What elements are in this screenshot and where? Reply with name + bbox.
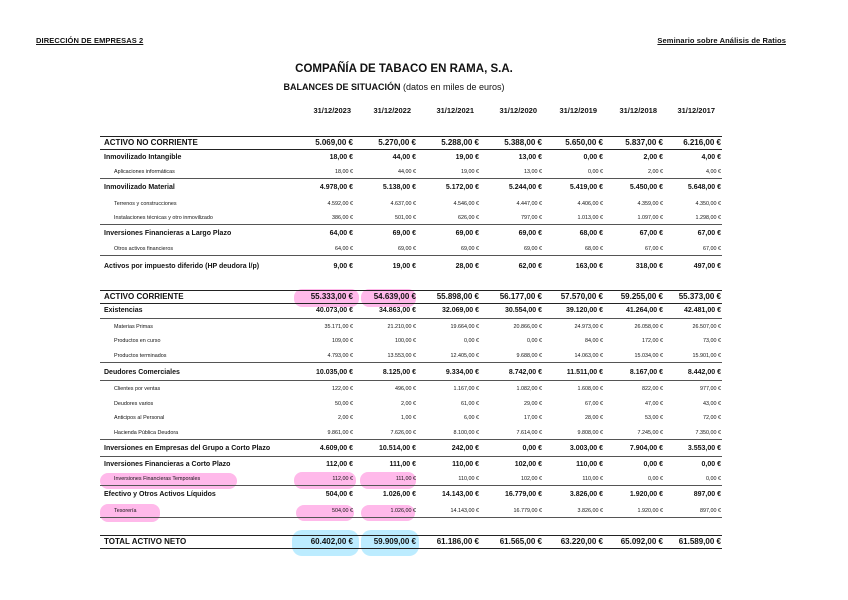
cell-value: 7.350,00 € — [695, 430, 721, 436]
cell-value: 1,00 € — [401, 415, 416, 421]
cell-value: 28,00 € — [455, 263, 479, 270]
cell-value: 65.092,00 € — [620, 537, 663, 546]
table-row — [100, 169, 722, 179]
cell-value: 5.837,00 € — [625, 138, 663, 147]
cell-value: 67,00 € — [703, 246, 721, 252]
cell-value: 15.901,00 € — [692, 353, 721, 359]
cell-value: 21.210,00 € — [387, 324, 416, 330]
cell-value: 0,00 € — [643, 461, 663, 468]
row-label: Deudores varios — [114, 401, 154, 407]
cell-value: 4.592,00 € — [327, 201, 353, 207]
cell-value: 17,00 € — [524, 415, 542, 421]
row-label: TOTAL ACTIVO NETO — [104, 537, 187, 546]
cell-value: 318,00 € — [635, 263, 663, 270]
cell-value: 110,00 € — [452, 461, 479, 468]
balance-subtitle — [0, 82, 848, 92]
cell-value: 3.003,00 € — [569, 445, 603, 452]
cell-value: 3.826,00 € — [577, 508, 603, 514]
cell-value: 10.514,00 € — [379, 445, 416, 452]
row-label: Terrenos y construcciones — [114, 201, 177, 207]
cell-value: 60.402,00 € — [310, 537, 353, 546]
cell-value: 497,00 € — [693, 263, 721, 270]
cell-value: 4.978,00 € — [319, 184, 353, 191]
cell-value: 14.063,00 € — [574, 353, 603, 359]
cell-value: 102,00 € — [521, 476, 542, 482]
row-label: Inmovilizado Material — [104, 184, 175, 191]
cell-value: 1.026,00 € — [382, 491, 416, 498]
cell-value: 7.245,00 € — [637, 430, 663, 436]
cell-value: 5.172,00 € — [445, 184, 479, 191]
cell-value: 977,00 € — [700, 386, 721, 392]
cell-value: 18,00 € — [335, 169, 353, 175]
cell-value: 6.216,00 € — [683, 138, 721, 147]
table-row — [100, 508, 722, 518]
row-label: Deudores Comerciales — [104, 369, 180, 376]
cell-value: 43,00 € — [703, 401, 721, 407]
cell-value: 30.554,00 € — [505, 307, 542, 314]
cell-value: 1.097,00 € — [637, 215, 663, 221]
cell-value: 18,00 € — [329, 154, 353, 161]
table-row — [100, 201, 722, 211]
cell-value: 5.244,00 € — [508, 184, 542, 191]
subtitle-units: (datos en miles de euros) — [402, 82, 505, 92]
cell-value: 4.609,00 € — [319, 445, 353, 452]
cell-value: 504,00 € — [325, 491, 353, 498]
cell-value: 0,00 € — [588, 169, 603, 175]
cell-value: 3.826,00 € — [569, 491, 603, 498]
cell-value: 56.177,00 € — [499, 292, 542, 301]
cell-value: 1.920,00 € — [629, 491, 663, 498]
table-row — [100, 461, 722, 473]
cell-value: 12.405,00 € — [450, 353, 479, 359]
cell-value: 19.664,00 € — [450, 324, 479, 330]
column-header-2021: 31/12/2021 — [436, 106, 474, 115]
cell-value: 5.650,00 € — [565, 138, 603, 147]
cell-value: 13.553,00 € — [387, 353, 416, 359]
table-row — [100, 491, 722, 503]
cell-value: 69,00 € — [524, 246, 542, 252]
cell-value: 8.125,00 € — [382, 369, 416, 376]
cell-value: 34.863,00 € — [379, 307, 416, 314]
cell-value: 19,00 € — [455, 154, 479, 161]
cell-value: 72,00 € — [703, 415, 721, 421]
cell-value: 112,00 € — [332, 476, 353, 482]
cell-value: 897,00 € — [693, 491, 721, 498]
cell-value: 61,00 € — [461, 401, 479, 407]
cell-value: 897,00 € — [700, 508, 721, 514]
cell-value: 69,00 € — [518, 230, 542, 237]
row-label: Activos por impuesto diferido (HP deudora l/p) — [104, 263, 260, 270]
cell-value: 5.270,00 € — [378, 138, 416, 147]
cell-value: 16.779,00 € — [513, 508, 542, 514]
cell-value: 172,00 € — [642, 338, 663, 344]
cell-value: 54.639,00 € — [373, 292, 416, 301]
row-label: Instalaciones técnicas y otro inmovilizado — [114, 215, 213, 221]
table-row — [100, 263, 722, 275]
cell-value: 102,00 € — [514, 461, 542, 468]
cell-value: 1.026,00 € — [390, 508, 416, 514]
cell-value: 40.073,00 € — [316, 307, 353, 314]
cell-value: 6,00 € — [464, 415, 479, 421]
subtitle-main: BALANCES DE SITUACIÓN — [283, 82, 401, 92]
cell-value: 69,00 € — [455, 230, 479, 237]
table-row — [100, 324, 722, 334]
top-rule — [100, 535, 722, 536]
table-row — [100, 138, 722, 150]
cell-value: 4,00 € — [701, 154, 721, 161]
row-label: Hacienda Pública Deudora — [114, 430, 179, 436]
cell-value: 39.120,00 € — [566, 307, 603, 314]
row-label: Productos en curso — [114, 338, 161, 344]
cell-value: 59.255,00 € — [620, 292, 663, 301]
cell-value: 5.450,00 € — [629, 184, 663, 191]
row-label: ACTIVO CORRIENTE — [104, 292, 184, 301]
cell-value: 59.909,00 € — [373, 537, 416, 546]
row-label: Existencias — [104, 307, 143, 314]
header-course: DIRECCIÓN DE EMPRESAS 2 — [36, 36, 144, 45]
column-header-2020: 31/12/2020 — [499, 106, 537, 115]
row-label: Inversiones Financieras a Largo Plazo — [104, 230, 232, 237]
cell-value: 57.570,00 € — [560, 292, 603, 301]
cell-value: 11.511,00 € — [566, 369, 603, 376]
cell-value: 63.220,00 € — [560, 537, 603, 546]
cell-value: 0,00 € — [706, 476, 721, 482]
cell-value: 110,00 € — [458, 476, 479, 482]
cell-value: 29,00 € — [524, 401, 542, 407]
row-label: Inmovilizado Intangible — [104, 154, 182, 161]
cell-value: 69,00 € — [398, 246, 416, 252]
cell-value: 626,00 € — [458, 215, 479, 221]
cell-value: 0,00 € — [648, 476, 663, 482]
cell-value: 19,00 € — [461, 169, 479, 175]
row-label: ACTIVO NO CORRIENTE — [104, 138, 198, 147]
table-row — [100, 386, 722, 396]
row-label: Inversiones Financieras a Corto Plazo — [104, 461, 231, 468]
cell-value: 1.608,00 € — [577, 386, 603, 392]
cell-value: 67,00 € — [697, 230, 721, 237]
cell-value: 44,00 € — [392, 154, 416, 161]
cell-value: 822,00 € — [642, 386, 663, 392]
table-row — [100, 369, 722, 381]
table-row — [100, 415, 722, 425]
cell-value: 8.100,00 € — [453, 430, 479, 436]
table-row — [100, 230, 722, 242]
cell-value: 32.069,00 € — [442, 307, 479, 314]
table-row — [100, 401, 722, 411]
cell-value: 19,00 € — [392, 263, 416, 270]
table-row — [100, 292, 722, 304]
cell-value: 20.866,00 € — [513, 324, 542, 330]
cell-value: 4.359,00 € — [637, 201, 663, 207]
top-rule — [100, 136, 722, 137]
table-row — [100, 154, 722, 166]
cell-value: 5.419,00 € — [569, 184, 603, 191]
cell-value: 111,00 € — [389, 461, 416, 468]
cell-value: 5.138,00 € — [382, 184, 416, 191]
cell-value: 5.288,00 € — [441, 138, 479, 147]
cell-value: 67,00 € — [585, 401, 603, 407]
column-header-2019: 31/12/2019 — [559, 106, 597, 115]
cell-value: 8.442,00 € — [687, 369, 721, 376]
cell-value: 61.589,00 € — [678, 537, 721, 546]
column-header-2023: 31/12/2023 — [313, 106, 351, 115]
cell-value: 67,00 € — [645, 246, 663, 252]
table-row — [100, 184, 722, 196]
cell-value: 7.626,00 € — [390, 430, 416, 436]
cell-value: 13,00 € — [518, 154, 542, 161]
table-row — [100, 445, 722, 457]
row-label: Aplicaciones informáticas — [114, 169, 175, 175]
cell-value: 42.481,00 € — [684, 307, 721, 314]
cell-value: 44,00 € — [398, 169, 416, 175]
cell-value: 4.350,00 € — [695, 201, 721, 207]
table-row — [100, 215, 722, 225]
cell-value: 1.920,00 € — [637, 508, 663, 514]
cell-value: 13,00 € — [524, 169, 542, 175]
cell-value: 16.779,00 € — [505, 491, 542, 498]
cell-value: 501,00 € — [395, 215, 416, 221]
cell-value: 28,00 € — [585, 415, 603, 421]
table-row — [100, 246, 722, 256]
cell-value: 26.058,00 € — [634, 324, 663, 330]
cell-value: 504,00 € — [332, 508, 353, 514]
cell-value: 55.373,00 € — [678, 292, 721, 301]
cell-value: 24.973,00 € — [574, 324, 603, 330]
row-label: Anticipos al Personal — [114, 415, 165, 421]
header-seminar: Seminario sobre Análisis de Ratios — [657, 36, 786, 45]
row-label: Clientes por ventas — [114, 386, 161, 392]
cell-value: 10.035,00 € — [316, 369, 353, 376]
table-row — [100, 430, 722, 440]
cell-value: 0,00 € — [527, 338, 542, 344]
cell-value: 8.742,00 € — [508, 369, 542, 376]
cell-value: 53,00 € — [645, 415, 663, 421]
cell-value: 1.167,00 € — [453, 386, 479, 392]
cell-value: 4.406,00 € — [577, 201, 603, 207]
cell-value: 0,00 € — [583, 154, 603, 161]
cell-value: 73,00 € — [703, 338, 721, 344]
cell-value: 68,00 € — [579, 230, 603, 237]
cell-value: 64,00 € — [335, 246, 353, 252]
cell-value: 35.171,00 € — [324, 324, 353, 330]
cell-value: 9.334,00 € — [445, 369, 479, 376]
table-row — [100, 307, 722, 319]
cell-value: 14.143,00 € — [450, 508, 479, 514]
cell-value: 68,00 € — [585, 246, 603, 252]
cell-value: 7.904,00 € — [629, 445, 663, 452]
company-title: COMPAÑÍA DE TABACO EN RAMA, S.A. — [295, 63, 513, 75]
cell-value: 50,00 € — [335, 401, 353, 407]
row-label: Inversiones Financieras Temporales — [114, 476, 201, 482]
cell-value: 14.143,00 € — [442, 491, 479, 498]
cell-value: 61.186,00 € — [436, 537, 479, 546]
cell-value: 55.333,00 € — [310, 292, 353, 301]
row-label: Inversiones en Empresas del Grupo a Corto Plazo — [104, 445, 271, 452]
cell-value: 0,00 € — [522, 445, 542, 452]
cell-value: 7.614,00 € — [516, 430, 542, 436]
cell-value: 3.553,00 € — [687, 445, 721, 452]
cell-value: 84,00 € — [585, 338, 603, 344]
column-header-2017: 31/12/2017 — [677, 106, 715, 115]
cell-value: 26.507,00 € — [692, 324, 721, 330]
cell-value: 4.546,00 € — [453, 201, 479, 207]
cell-value: 110,00 € — [576, 461, 603, 468]
cell-value: 111,00 € — [395, 476, 416, 482]
cell-value: 0,00 € — [464, 338, 479, 344]
cell-value: 67,00 € — [639, 230, 663, 237]
cell-value: 122,00 € — [332, 386, 353, 392]
cell-value: 109,00 € — [332, 338, 353, 344]
cell-value: 69,00 € — [461, 246, 479, 252]
cell-value: 797,00 € — [521, 215, 542, 221]
cell-value: 5.648,00 € — [687, 184, 721, 191]
cell-value: 64,00 € — [329, 230, 353, 237]
column-header-2018: 31/12/2018 — [619, 106, 657, 115]
cell-value: 5.069,00 € — [315, 138, 353, 147]
row-label: Otros activos financieros — [114, 246, 174, 252]
cell-value: 4,00 € — [706, 169, 721, 175]
cell-value: 9.861,00 € — [327, 430, 353, 436]
cell-value: 4.447,00 € — [516, 201, 542, 207]
table-row — [100, 476, 722, 486]
cell-value: 8.167,00 € — [629, 369, 663, 376]
cell-value: 62,00 € — [518, 263, 542, 270]
cell-value: 2,00 € — [338, 415, 353, 421]
cell-value: 100,00 € — [395, 338, 416, 344]
cell-value: 163,00 € — [575, 263, 603, 270]
cell-value: 9.688,00 € — [516, 353, 542, 359]
row-label: Tesorería — [114, 508, 137, 514]
cell-value: 386,00 € — [332, 215, 353, 221]
row-label: Efectivo y Otros Activos Líquidos — [104, 491, 216, 498]
cell-value: 69,00 € — [392, 230, 416, 237]
cell-value: 2,00 € — [648, 169, 663, 175]
cell-value: 5.388,00 € — [504, 138, 542, 147]
cell-value: 55.898,00 € — [436, 292, 479, 301]
cell-value: 4.637,00 € — [390, 201, 416, 207]
table-row — [100, 353, 722, 363]
cell-value: 496,00 € — [395, 386, 416, 392]
cell-value: 41.264,00 € — [626, 307, 663, 314]
cell-value: 4.793,00 € — [327, 353, 353, 359]
cell-value: 112,00 € — [326, 461, 353, 468]
cell-value: 2,00 € — [401, 401, 416, 407]
row-label: Materias Primas — [114, 324, 153, 330]
cell-value: 0,00 € — [701, 461, 721, 468]
cell-value: 1.298,00 € — [695, 215, 721, 221]
top-rule — [100, 290, 722, 291]
cell-value: 15.034,00 € — [634, 353, 663, 359]
table-row — [100, 338, 722, 348]
cell-value: 2,00 € — [643, 154, 663, 161]
cell-value: 110,00 € — [582, 476, 603, 482]
column-header-2022: 31/12/2022 — [373, 106, 411, 115]
cell-value: 1.082,00 € — [516, 386, 542, 392]
row-label: Productos terminados — [114, 353, 167, 359]
cell-value: 9.808,00 € — [577, 430, 603, 436]
cell-value: 61.565,00 € — [499, 537, 542, 546]
cell-value: 242,00 € — [451, 445, 479, 452]
table-row — [100, 537, 722, 549]
cell-value: 1.013,00 € — [577, 215, 603, 221]
cell-value: 47,00 € — [645, 401, 663, 407]
cell-value: 9,00 € — [333, 263, 353, 270]
